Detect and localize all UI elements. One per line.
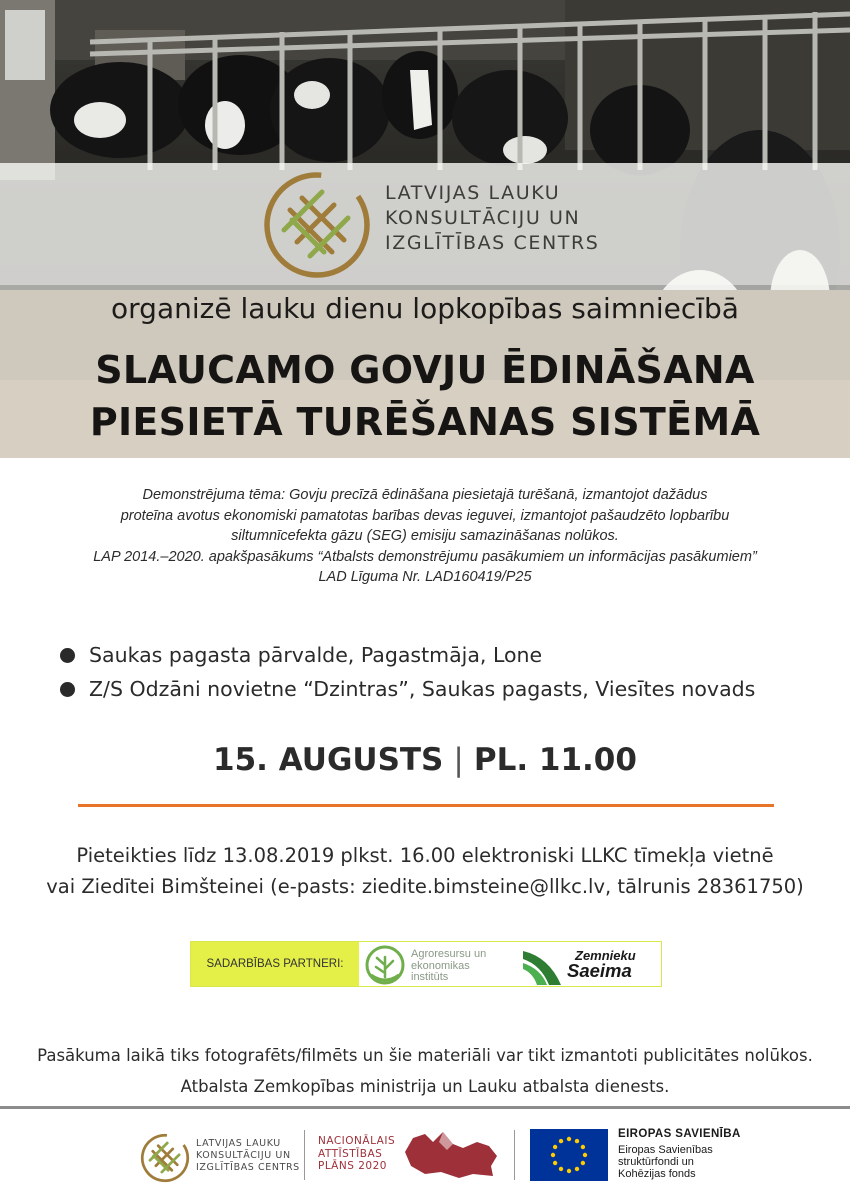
registration-info: [0, 840, 850, 902]
orange-divider: [78, 804, 774, 807]
event-title-line: PIESIETĀ TURĒŠANAS SISTĒMĀ: [89, 400, 761, 444]
location-item: [60, 638, 755, 672]
footer-notes: [0, 1040, 850, 1102]
location-text: Saukas pagasta pārvalde, Pagastmāja, Lone: [89, 643, 543, 667]
partners-box: [190, 941, 662, 987]
nap-line: ATTĪSTĪBAS: [318, 1147, 383, 1160]
llkc-footer-name: [196, 1138, 300, 1174]
org-name-line: KONSULTĀCIJU UN: [385, 207, 581, 229]
llkc-logo-icon: [262, 170, 372, 280]
nap-logo-text: [318, 1135, 395, 1173]
note-line: Pasākuma laikā tiks fotografēts/filmēts un šie materiāli var tikt izmantoti publicitātes nolūkos.: [37, 1046, 813, 1065]
aei-name-line: Agroresursu un: [411, 948, 487, 960]
event-datetime: [0, 742, 850, 778]
llkc-footer-line: KONSULTĀCIJU UN: [196, 1150, 291, 1161]
note-line: Atbalsta Zemkopības ministrija un Lauku atbalsta dienests.: [180, 1077, 670, 1096]
footer-divider: [304, 1130, 305, 1180]
registration-line: Pieteikties līdz 13.08.2019 plkst. 16.00 elektroniski LLKC tīmekļa vietnē: [76, 844, 774, 867]
location-list: [60, 638, 755, 706]
nap-line: PLĀNS 2020: [318, 1160, 387, 1172]
latvia-map-icon: [403, 1128, 499, 1180]
location-item: [60, 672, 755, 706]
eu-flag-icon: [530, 1129, 608, 1181]
description-line: proteīna avotus ekonomiski pamatotas barības devas ieguvei, izmantojot pašaudzēto lopbarību: [120, 507, 730, 524]
eu-logo-text: [618, 1128, 741, 1180]
partners-label: SADARBĪBAS PARTNERI:: [191, 942, 359, 986]
aei-logo: [359, 942, 519, 986]
bullet-icon: [60, 648, 75, 663]
event-description: [30, 485, 820, 588]
org-name-line: LATVIJAS LAUKU: [385, 182, 561, 204]
zemnieku-saeima-logo: [519, 942, 661, 986]
eu-sub-line: Kohēzijas fonds: [618, 1168, 696, 1180]
llkc-footer-logo-icon: [140, 1133, 190, 1183]
description-line: LAD Līguma Nr. LAD160419/P25: [318, 569, 532, 585]
bullet-icon: [60, 682, 75, 697]
eu-sub-line: struktūrfondi un: [618, 1156, 694, 1168]
location-text: Z/S Odzāni novietne “Dzintras”, Saukas pagasts, Viesītes novads: [89, 677, 756, 701]
aei-leaf-icon: [363, 943, 409, 987]
event-date: 15. AUGUSTS: [213, 742, 444, 778]
registration-line: vai Ziedītei Bimšteinei (e-pasts: ziedite.bimsteine@llkc.lv, tālrunis 28361750): [46, 875, 804, 898]
aei-name-line: institūts: [411, 971, 449, 983]
event-title: [0, 344, 850, 448]
zs-name-line: Zemnieku: [575, 948, 636, 963]
nap-line: NACIONĀLAIS: [318, 1135, 396, 1147]
hero-photo-area: [0, 0, 850, 458]
org-name-line: IZGLĪTĪBAS CENTRS: [385, 232, 600, 254]
eu-sub-line: Eiropas Savienības: [618, 1144, 713, 1156]
aei-name-line: ekonomikas: [411, 959, 470, 972]
date-separator: |: [453, 742, 464, 778]
description-line: siltumnīcefekta gāzu (SEG) emisiju samazināšanas nolūkos.: [231, 528, 619, 544]
event-title-line: SLAUCAMO GOVJU ĒDINĀŠANA: [95, 348, 755, 392]
event-time: PL. 11.00: [473, 742, 637, 778]
description-line: LAP 2014.–2020. apakšpasākums “Atbalsts demonstrējumu pasākumiem un informācijas pasākumiem”: [93, 548, 757, 565]
footer-divider: [514, 1130, 515, 1180]
llkc-footer-line: IZGLĪTĪBAS CENTRS: [196, 1162, 300, 1173]
zs-name-line: Saeima: [567, 960, 632, 981]
llkc-footer-line: LATVIJAS LAUKU: [196, 1138, 281, 1149]
gray-divider: [0, 1106, 850, 1109]
description-line: Demonstrējuma tēma: Govju precīzā ēdināšana piesietajā turēšanā, izmantojot dažādus: [142, 487, 708, 503]
organization-name: [385, 181, 599, 256]
event-intro: organizē lauku dienu lopkopības saimniecībā: [111, 292, 739, 325]
eu-title: EIROPAS SAVIENĪBA: [618, 1128, 741, 1140]
